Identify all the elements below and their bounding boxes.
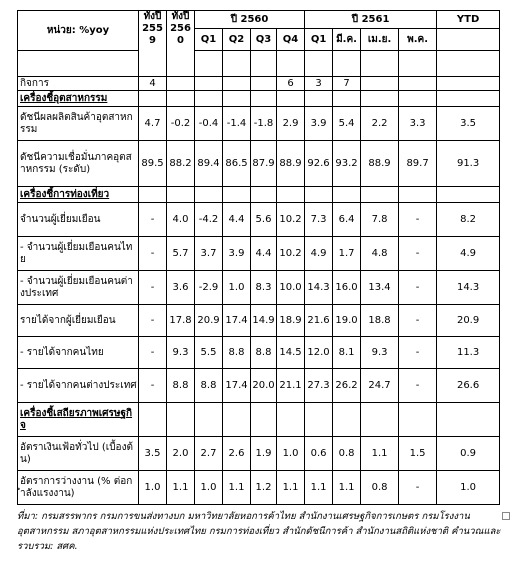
table-cell: 7.8 (361, 203, 399, 237)
table-cell (167, 187, 195, 203)
table-cell: 0.8 (361, 471, 399, 505)
table-cell: - (399, 203, 437, 237)
table-cell: - (139, 237, 167, 271)
table-cell: 1.1 (305, 471, 333, 505)
table-cell (223, 77, 251, 91)
table-cell: - (139, 203, 167, 237)
table-cell: 10.2 (277, 203, 305, 237)
table-row (18, 107, 500, 141)
table-row (18, 471, 500, 505)
table-cell: 17.4 (223, 369, 251, 403)
row-label: กิจการ (18, 77, 139, 91)
table-cell (333, 187, 361, 203)
table-cell: 8.8 (251, 337, 277, 369)
row-label: - รายได้จากคนต่างประเทศ (18, 369, 139, 403)
table-cell: 3.6 (167, 271, 195, 305)
table-cell: -1.4 (223, 107, 251, 141)
row-label: - รายได้จากคนไทย (18, 337, 139, 369)
table-cell (305, 91, 333, 107)
table-cell (305, 187, 333, 203)
table-cell (437, 187, 500, 203)
table-cell: 19.0 (333, 305, 361, 337)
table-cell (223, 403, 251, 437)
unit-label: หน่วย: %yoy (18, 11, 139, 51)
table-cell: 18.9 (277, 305, 305, 337)
table-cell: - (399, 271, 437, 305)
table-cell (139, 403, 167, 437)
table-cell: -0.2 (167, 107, 195, 141)
table-cell: 14.5 (277, 337, 305, 369)
table-cell: 14.9 (251, 305, 277, 337)
table-cell (139, 91, 167, 107)
header-2561-may: พ.ค. (399, 29, 437, 51)
table-cell: 88.2 (167, 141, 195, 187)
table-cell: 3.7 (195, 237, 223, 271)
table-cell: 8.8 (167, 369, 195, 403)
table-cell: 10.0 (277, 271, 305, 305)
table-cell: 5.4 (333, 107, 361, 141)
header-spacer (361, 51, 399, 77)
header-ytd: YTD (437, 11, 500, 29)
table-cell (399, 91, 437, 107)
table-cell: 20.9 (437, 305, 500, 337)
table-cell (333, 91, 361, 107)
table-cell: 1.0 (223, 271, 251, 305)
table-cell (167, 91, 195, 107)
table-cell: 20.0 (251, 369, 277, 403)
section-row (18, 91, 500, 107)
header-spacer (305, 51, 333, 77)
table-cell: -0.4 (195, 107, 223, 141)
table-cell (251, 77, 277, 91)
table-cell: - (139, 369, 167, 403)
source-footnote (17, 509, 502, 554)
table-cell: 8.3 (251, 271, 277, 305)
table-cell (139, 187, 167, 203)
table-cell: 6.4 (333, 203, 361, 237)
row-label: ดัชนีผลผลิตสินค้าอุตสาหกรรม (18, 107, 139, 141)
table-cell: 88.9 (277, 141, 305, 187)
table-cell: 17.8 (167, 305, 195, 337)
table-cell: -1.8 (251, 107, 277, 141)
table-cell (361, 91, 399, 107)
table-cell: 2.7 (195, 437, 223, 471)
table-cell: - (399, 369, 437, 403)
table-cell (399, 77, 437, 91)
table-cell: 3.5 (437, 107, 500, 141)
table-cell: 2.0 (167, 437, 195, 471)
header-spacer (223, 51, 251, 77)
table-cell: 9.3 (167, 337, 195, 369)
section-label: เครื่องชี้เสถียรภาพเศรษฐกิจ (18, 403, 139, 437)
table-cell (399, 187, 437, 203)
table-cell (251, 91, 277, 107)
table-cell (251, 403, 277, 437)
table-cell: -2.9 (195, 271, 223, 305)
header-spacer (437, 51, 500, 77)
table-row (18, 369, 500, 403)
table-cell: 11.3 (437, 337, 500, 369)
table-cell (195, 187, 223, 203)
table-cell (167, 403, 195, 437)
header-2560-q2: Q2 (223, 29, 251, 51)
header-2561-mar: มี.ค. (333, 29, 361, 51)
table-cell: 0.8 (333, 437, 361, 471)
table-row (18, 305, 500, 337)
table-cell: 8.8 (223, 337, 251, 369)
row-label: - จำนวนผู้เยี่ยมเยือนคนไทย (18, 237, 139, 271)
table-cell: 88.9 (361, 141, 399, 187)
table-cell: 2.2 (361, 107, 399, 141)
table-cell: 21.1 (277, 369, 305, 403)
table-cell (361, 187, 399, 203)
table-cell: -4.2 (195, 203, 223, 237)
table-cell: 3.5 (139, 437, 167, 471)
row-label: อัตราการว่างงาน (% ต่อกำลังแรงงาน) (18, 471, 139, 505)
table-cell: 1.1 (361, 437, 399, 471)
header-spacer (195, 51, 223, 77)
section-label: เครื่องชี้อุตสาหกรรม (18, 91, 139, 107)
table-cell: 8.8 (195, 369, 223, 403)
table-cell: 1.0 (195, 471, 223, 505)
table-cell (277, 403, 305, 437)
table-cell: 21.6 (305, 305, 333, 337)
data-table-container (17, 10, 499, 505)
table-cell: 1.2 (251, 471, 277, 505)
header-group-2560: ปี 2560 (195, 11, 305, 29)
table-cell (195, 91, 223, 107)
header-spacer (399, 51, 437, 77)
table-cell (251, 187, 277, 203)
table-cell: 2.6 (223, 437, 251, 471)
table-cell: 4.0 (167, 203, 195, 237)
table-cell: 8.2 (437, 203, 500, 237)
table-cell: 17.4 (223, 305, 251, 337)
footnote-text: ที่มา: กรมสรรพากร กรมการขนส่งทางบก มหาวิทยาลัยหอการค้าไทย สำนักงานเศรษฐกิจการเกษตร กรมโรงงานอุตสาหกรรม สภาอุตสาหกรรมแห่งประเทศไทย กรมการท่องเที่ยว สำนักดัชนีการค้า สำนักงานสถิติแห่งชาติ คำนวณและรวบรวม: สศค. (17, 511, 501, 552)
table-cell: 1.0 (437, 471, 500, 505)
table-cell: 4 (139, 77, 167, 91)
table-cell: 4.7 (139, 107, 167, 141)
table-cell: - (399, 305, 437, 337)
table-cell (223, 187, 251, 203)
table-cell: 18.8 (361, 305, 399, 337)
table-cell: 93.2 (333, 141, 361, 187)
table-cell (195, 403, 223, 437)
table-cell: 14.3 (437, 271, 500, 305)
section-row (18, 187, 500, 203)
table-cell: 1.1 (333, 471, 361, 505)
table-cell: 24.7 (361, 369, 399, 403)
table-cell (195, 77, 223, 91)
section-row (18, 403, 500, 437)
table-cell: 27.3 (305, 369, 333, 403)
table-cell: 5.6 (251, 203, 277, 237)
table-cell: 9.3 (361, 337, 399, 369)
table-cell: 1.1 (277, 471, 305, 505)
table-cell: 10.2 (277, 237, 305, 271)
table-cell: 20.9 (195, 305, 223, 337)
header-2561-apr: เม.ย. (361, 29, 399, 51)
table-cell (399, 403, 437, 437)
table-row (18, 337, 500, 369)
table-cell: 3.3 (399, 107, 437, 141)
header-2561-q1: Q1 (305, 29, 333, 51)
table-row (18, 437, 500, 471)
header-spacer (251, 51, 277, 77)
table-cell: 1.0 (139, 471, 167, 505)
table-cell: 1.1 (167, 471, 195, 505)
table-cell (223, 91, 251, 107)
table-row (18, 271, 500, 305)
table-cell: 0.9 (437, 437, 500, 471)
table-cell: - (139, 271, 167, 305)
table-cell: 4.9 (305, 237, 333, 271)
table-cell: 4.4 (251, 237, 277, 271)
table-cell (361, 77, 399, 91)
header-spacer (277, 51, 305, 77)
table-cell: 26.6 (437, 369, 500, 403)
table-cell: - (399, 471, 437, 505)
table-cell: 7.3 (305, 203, 333, 237)
table-cell: 8.1 (333, 337, 361, 369)
table-cell: 89.4 (195, 141, 223, 187)
header-group-2561: ปี 2561 (305, 11, 437, 29)
row-label: รายได้จากผู้เยี่ยมเยือน (18, 305, 139, 337)
table-cell: 86.5 (223, 141, 251, 187)
row-label: อัตราเงินเฟ้อทั่วไป (เบื้องต้น) (18, 437, 139, 471)
table-cell: 3 (305, 77, 333, 91)
header-spacer (333, 51, 361, 77)
resize-handle-icon (502, 512, 510, 520)
table-cell: - (399, 237, 437, 271)
table-cell: 1.9 (251, 437, 277, 471)
table-cell: 4.8 (361, 237, 399, 271)
table-cell: 91.3 (437, 141, 500, 187)
table-cell: 12.0 (305, 337, 333, 369)
section-label: เครื่องชี้การท่องเที่ยว (18, 187, 139, 203)
table-cell: 16.0 (333, 271, 361, 305)
table-cell: 87.9 (251, 141, 277, 187)
header-full-year-2560: ทั้งปี 2560 (167, 11, 195, 77)
table-cell (167, 77, 195, 91)
table-row (18, 141, 500, 187)
table-cell (361, 403, 399, 437)
table-cell: - (139, 337, 167, 369)
table-row (18, 203, 500, 237)
header-2560-q4: Q4 (277, 29, 305, 51)
header-ytd-sub (437, 29, 500, 51)
table-cell (437, 77, 500, 91)
economic-indicators-table (17, 10, 500, 505)
table-cell: - (399, 337, 437, 369)
table-cell (437, 403, 500, 437)
table-row (18, 77, 500, 91)
table-cell (333, 403, 361, 437)
table-cell: 5.7 (167, 237, 195, 271)
table-cell: - (139, 305, 167, 337)
header-2560-q1: Q1 (195, 29, 223, 51)
table-cell: 5.5 (195, 337, 223, 369)
table-cell (437, 91, 500, 107)
table-cell: 7 (333, 77, 361, 91)
table-cell: 2.9 (277, 107, 305, 141)
table-cell (277, 91, 305, 107)
table-cell: 89.7 (399, 141, 437, 187)
header-spacer (18, 51, 139, 77)
row-label: จำนวนผู้เยี่ยมเยือน (18, 203, 139, 237)
table-cell: 14.3 (305, 271, 333, 305)
header-2560-q3: Q3 (251, 29, 277, 51)
table-row (18, 237, 500, 271)
table-cell: 3.9 (223, 237, 251, 271)
table-cell: 13.4 (361, 271, 399, 305)
table-cell: 4.4 (223, 203, 251, 237)
table-cell: 92.6 (305, 141, 333, 187)
table-cell: 4.9 (437, 237, 500, 271)
table-cell: 6 (277, 77, 305, 91)
row-label: - จำนวนผู้เยี่ยมเยือนคนต่างประเทศ (18, 271, 139, 305)
table-cell (277, 187, 305, 203)
table-cell: 1.1 (223, 471, 251, 505)
table-cell: 3.9 (305, 107, 333, 141)
table-body (18, 77, 500, 505)
row-label: ดัชนีความเชื่อมั่นภาคอุตสาหกรรม (ระดับ) (18, 141, 139, 187)
table-cell: 1.7 (333, 237, 361, 271)
table-cell: 89.5 (139, 141, 167, 187)
table-cell (305, 403, 333, 437)
table-cell: 26.2 (333, 369, 361, 403)
table-cell: 0.6 (305, 437, 333, 471)
header-full-year-2559: ทั้งปี 2559 (139, 11, 167, 77)
table-cell: 1.5 (399, 437, 437, 471)
table-cell: 1.0 (277, 437, 305, 471)
